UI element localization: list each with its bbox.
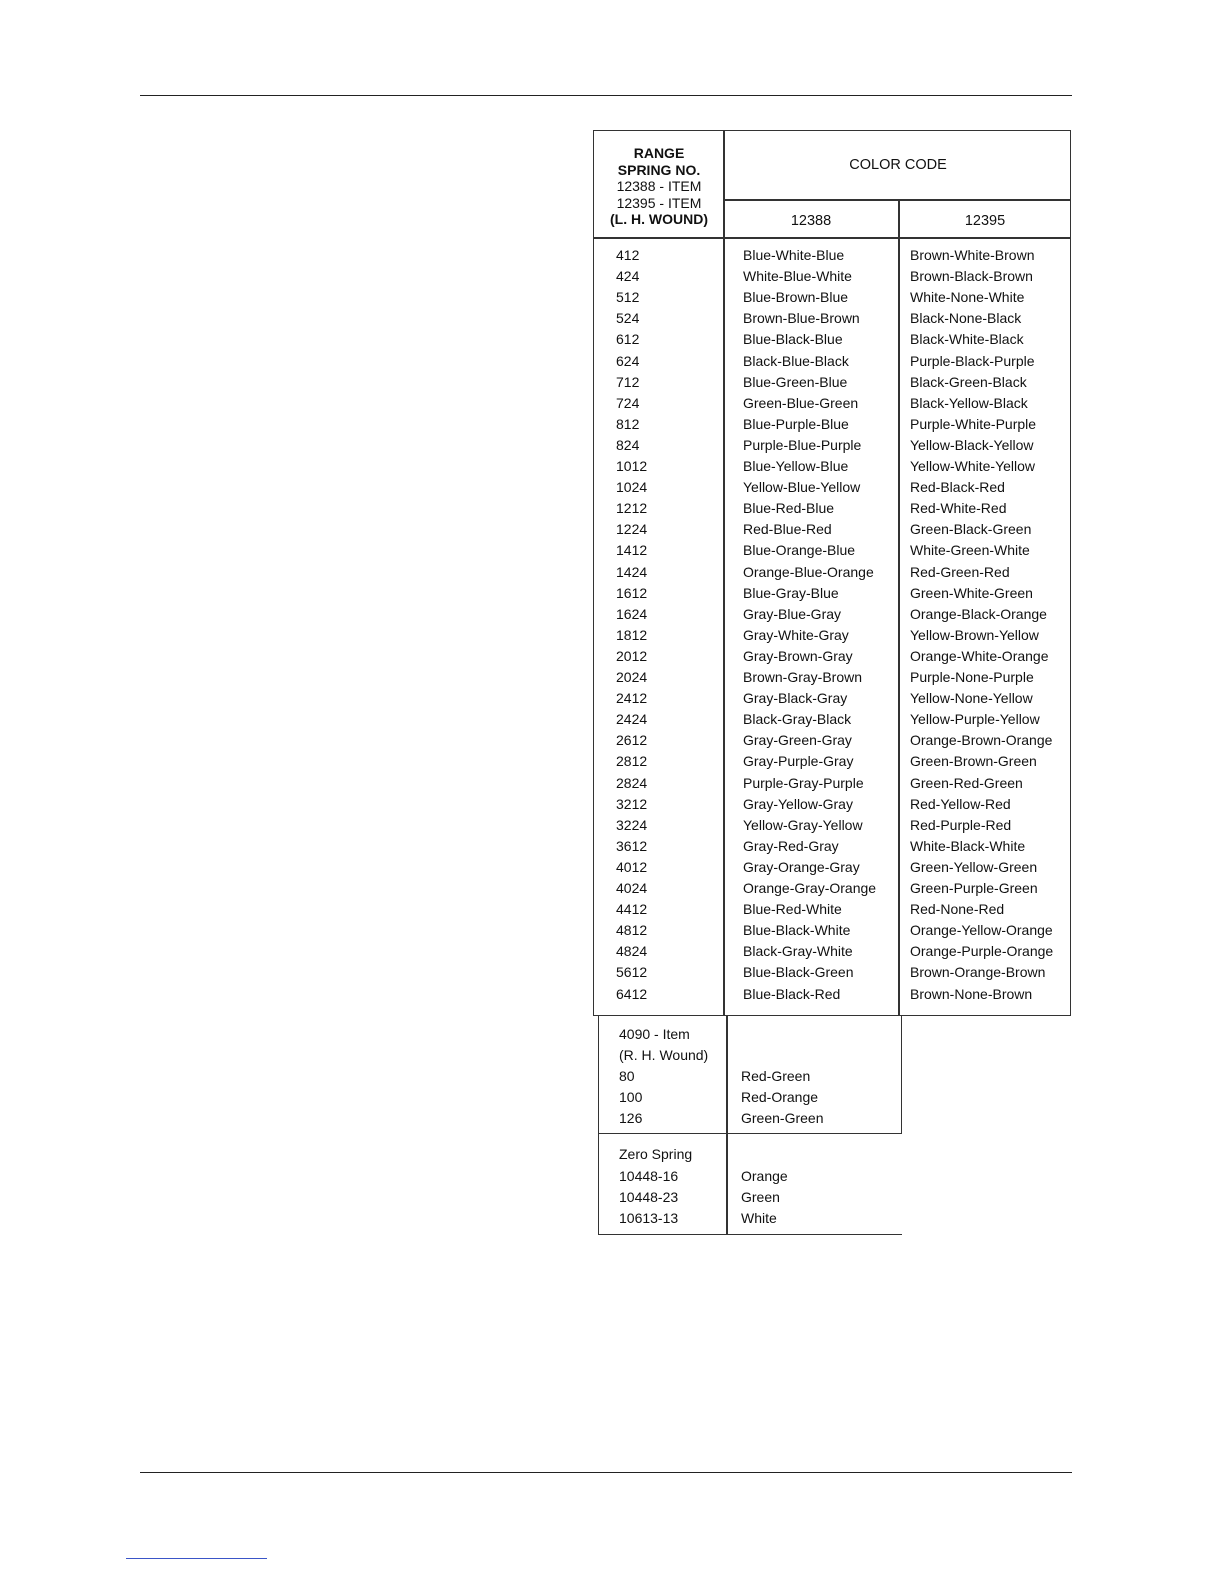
table-row [594, 353, 1072, 374]
spring-number: 4412 [616, 901, 648, 918]
spring-number: 824 [616, 436, 640, 453]
zero-spring-number: 10613-13 [619, 1210, 679, 1226]
color-code-12388: Gray-Green-Gray [743, 732, 852, 749]
spring-number: 2412 [616, 690, 648, 707]
spring-number: 724 [616, 394, 640, 411]
rh-wound-label: (R. H. Wound) [619, 1047, 709, 1063]
range-header-line: 12395 - ITEM [616, 194, 702, 211]
spring-number: 5612 [616, 964, 648, 981]
table-row [594, 943, 1072, 964]
table-row [594, 838, 1072, 859]
table-row [594, 753, 1072, 774]
color-code-12388: Blue-Red-White [743, 901, 842, 918]
table-row [594, 247, 1072, 268]
spring-number: 4024 [616, 880, 648, 896]
spring-number: 812 [616, 415, 640, 432]
spring-number: 412 [616, 247, 640, 263]
zero-spring-color: Orange [741, 1168, 788, 1184]
color-code-12388: Brown-Gray-Brown [743, 669, 863, 685]
table-row [594, 922, 1072, 943]
range-header-line: RANGE [633, 145, 685, 161]
range-header-line: SPRING NO. [617, 161, 701, 178]
spring-number: 4812 [616, 922, 648, 939]
color-code-12395: Orange-Purple-Orange [910, 943, 1054, 960]
table-row [594, 437, 1072, 458]
color-code-12395: White-Green-White [910, 542, 1030, 559]
spring-number: 1812 [616, 626, 648, 643]
color-code-12388: Black-Gray-White [743, 943, 853, 960]
color-code-12388: Yellow-Gray-Yellow [743, 816, 863, 833]
zero-spring-title: Zero Spring [619, 1146, 693, 1162]
color-code-12388: Blue-Green-Blue [743, 373, 848, 390]
color-code-12395: Green-White-Green [910, 584, 1033, 601]
color-code-12388: Gray-Blue-Gray [743, 605, 842, 622]
table-row [594, 331, 1072, 352]
spring-number: 1424 [616, 563, 648, 580]
color-code-12395: Green-Black-Green [910, 521, 1032, 538]
color-code-12395: Red-None-Red [910, 901, 1005, 918]
color-code-12395: Black-White-Black [910, 331, 1024, 348]
spring-number: 424 [616, 268, 640, 285]
color-code-12395: Yellow-White-Yellow [910, 458, 1036, 474]
spring-number: 2424 [616, 711, 648, 728]
spring-number: 1012 [616, 458, 648, 474]
color-code-12388: Blue-Yellow-Blue [743, 458, 849, 474]
spring-number: 2012 [616, 647, 648, 664]
color-code-12395: Brown-None-Brown [910, 985, 1033, 1002]
color-code-12388: Black-Gray-Black [743, 711, 852, 728]
column-header-12395: 12395 [964, 213, 1006, 229]
table-row [594, 964, 1072, 985]
color-code-12395: Green-Yellow-Green [910, 858, 1038, 875]
header-rule [140, 95, 1072, 96]
color-code-12395: Purple-None-Purple [910, 669, 1034, 685]
color-code-12388: Yellow-Blue-Yellow [743, 479, 861, 496]
spring-number: 1612 [616, 584, 648, 601]
color-code-12395: Red-Purple-Red [910, 816, 1012, 833]
color-code-12395: Green-Red-Green [910, 774, 1023, 791]
table-row [594, 669, 1072, 690]
color-code-12395: Purple-Black-Purple [910, 352, 1035, 369]
table-row [594, 564, 1072, 585]
spring-number: 3612 [616, 837, 648, 854]
color-code-12388: Orange-Gray-Orange [743, 880, 877, 896]
color-code-12395: Red-Green-Red [910, 563, 1010, 580]
zero-spring-number: 10448-23 [619, 1189, 679, 1205]
spring-number: 2612 [616, 732, 648, 749]
color-code-12395: Red-Black-Red [910, 479, 1005, 496]
table-row [594, 310, 1072, 331]
color-code-12388: Orange-Blue-Orange [743, 563, 874, 580]
section-divider [726, 1016, 728, 1133]
table-row [594, 500, 1072, 521]
color-code-12388: Blue-Purple-Blue [743, 415, 849, 432]
color-code-header: COLOR CODE [849, 157, 947, 173]
color-code-header-divider [723, 199, 1071, 201]
header-bottom-rule [594, 237, 1071, 239]
color-code-12388: Blue-Gray-Blue [743, 584, 839, 601]
spring-number: 512 [616, 289, 640, 306]
color-code-12388: Purple-Gray-Purple [743, 774, 864, 791]
footer-link-underline [126, 1558, 267, 1559]
rh-item-title: 4090 - Item [619, 1026, 690, 1042]
table-row [594, 585, 1072, 606]
range-header-line: (L. H. WOUND) [610, 211, 708, 227]
color-code-12388: Blue-Brown-Blue [743, 289, 849, 306]
table-row [594, 289, 1072, 310]
color-code-12395: Orange-White-Orange [910, 647, 1049, 664]
color-code-12388: Gray-Black-Gray [743, 690, 848, 707]
color-code-12388: Red-Blue-Red [743, 521, 832, 538]
table-row [594, 416, 1072, 437]
table-row [594, 268, 1072, 289]
color-code-12388: Blue-Orange-Blue [743, 542, 856, 559]
spring-number: 1212 [616, 500, 648, 517]
spring-number: 1412 [616, 542, 648, 559]
rh-spring-number: 100 [619, 1089, 643, 1105]
table-row [594, 395, 1072, 416]
rh-color-code: Green-Green [741, 1110, 824, 1126]
section-divider [726, 1134, 728, 1234]
color-code-12395: White-None-White [910, 289, 1025, 306]
table-row [594, 479, 1072, 500]
color-code-12388: Gray-Red-Gray [743, 837, 839, 854]
spring-number: 2824 [616, 774, 648, 791]
table-row [594, 817, 1072, 838]
color-code-12395: Yellow-Brown-Yellow [910, 626, 1039, 643]
color-code-12395: Purple-White-Purple [910, 415, 1037, 432]
spring-number: 2812 [616, 753, 648, 770]
color-code-12388: Brown-Blue-Brown [743, 310, 860, 327]
table-row [594, 711, 1072, 732]
table-row [594, 648, 1072, 669]
color-code-12395: Red-White-Red [910, 500, 1007, 517]
spring-number: 1024 [616, 479, 648, 496]
rh-color-code: Red-Orange [741, 1089, 819, 1105]
color-code-12395: Red-Yellow-Red [910, 795, 1011, 812]
table-row [594, 521, 1072, 542]
rh-wound-section [598, 1016, 902, 1134]
color-code-12388: Gray-Orange-Gray [743, 858, 860, 875]
color-code-12388: Blue-Red-Blue [743, 500, 835, 517]
color-code-12395: Brown-Black-Brown [910, 268, 1033, 285]
table-row [594, 627, 1072, 648]
color-code-12388: Blue-Black-Red [743, 985, 841, 1002]
color-code-12395: Orange-Black-Orange [910, 605, 1047, 622]
color-code-12388: Blue-Black-White [743, 922, 851, 939]
rh-color-code: Red-Green [741, 1068, 811, 1084]
color-code-12395: Brown-White-Brown [910, 247, 1035, 263]
color-code-12388: Gray-White-Gray [743, 626, 849, 643]
range-header-line: 12388 - ITEM [616, 178, 702, 194]
range-spring-header [594, 145, 724, 228]
table-row [594, 458, 1072, 479]
color-code-12388: Green-Blue-Green [743, 394, 859, 411]
table-row [594, 690, 1072, 711]
zero-spring-number: 10448-16 [619, 1168, 679, 1184]
spring-number: 1224 [616, 521, 648, 538]
table-row [594, 986, 1072, 1007]
spring-number: 4012 [616, 858, 648, 875]
spring-number: 3224 [616, 816, 648, 833]
table-row [594, 880, 1072, 901]
table-row [594, 859, 1072, 880]
color-code-12388: Blue-White-Blue [743, 247, 845, 263]
table-row [594, 374, 1072, 395]
table-row [594, 796, 1072, 817]
spring-number: 612 [616, 331, 640, 348]
spring-number: 3212 [616, 795, 648, 812]
table-row [594, 606, 1072, 627]
zero-spring-section [598, 1134, 902, 1235]
color-code-12395: Yellow-None-Yellow [910, 690, 1033, 707]
color-code-12388: Gray-Purple-Gray [743, 753, 854, 770]
color-code-12395: Brown-Orange-Brown [910, 964, 1046, 981]
color-code-12388: Blue-Black-Blue [743, 331, 843, 348]
table-row [594, 775, 1072, 796]
color-code-12395: Green-Brown-Green [910, 753, 1037, 770]
table-row [594, 901, 1072, 922]
color-code-12388: Gray-Yellow-Gray [743, 795, 853, 812]
spring-number: 1624 [616, 605, 648, 622]
table-row [594, 542, 1072, 563]
spring-number: 6412 [616, 985, 648, 1002]
rh-spring-number: 126 [619, 1110, 643, 1126]
color-code-12388: Black-Blue-Black [743, 352, 849, 369]
spring-number: 624 [616, 352, 640, 369]
color-code-12395: Orange-Yellow-Orange [910, 922, 1053, 939]
column-header-12388: 12388 [790, 213, 832, 229]
color-code-12395: Green-Purple-Green [910, 880, 1038, 896]
spring-number: 524 [616, 310, 640, 327]
color-code-12395: Yellow-Purple-Yellow [910, 711, 1040, 728]
color-code-12395: Yellow-Black-Yellow [910, 436, 1034, 453]
zero-spring-color: White [741, 1210, 777, 1226]
spring-number: 2024 [616, 669, 648, 685]
footer-rule [140, 1472, 1072, 1473]
rh-spring-number: 80 [619, 1068, 635, 1084]
spring-color-code-table [593, 130, 1071, 1016]
table-row [594, 732, 1072, 753]
color-code-12395: Orange-Brown-Orange [910, 732, 1053, 749]
color-code-12388: White-Blue-White [743, 268, 852, 285]
color-code-12395: Black-None-Black [910, 310, 1022, 327]
color-code-12388: Blue-Black-Green [743, 964, 854, 981]
spring-number: 4824 [616, 943, 648, 960]
color-code-12388: Gray-Brown-Gray [743, 647, 853, 664]
spring-number: 712 [616, 373, 640, 390]
color-code-12388: Purple-Blue-Purple [743, 436, 862, 453]
color-code-12395: Black-Yellow-Black [910, 394, 1028, 411]
zero-spring-color: Green [741, 1189, 780, 1205]
color-code-12395: Black-Green-Black [910, 373, 1027, 390]
color-code-12395: White-Black-White [910, 837, 1026, 854]
